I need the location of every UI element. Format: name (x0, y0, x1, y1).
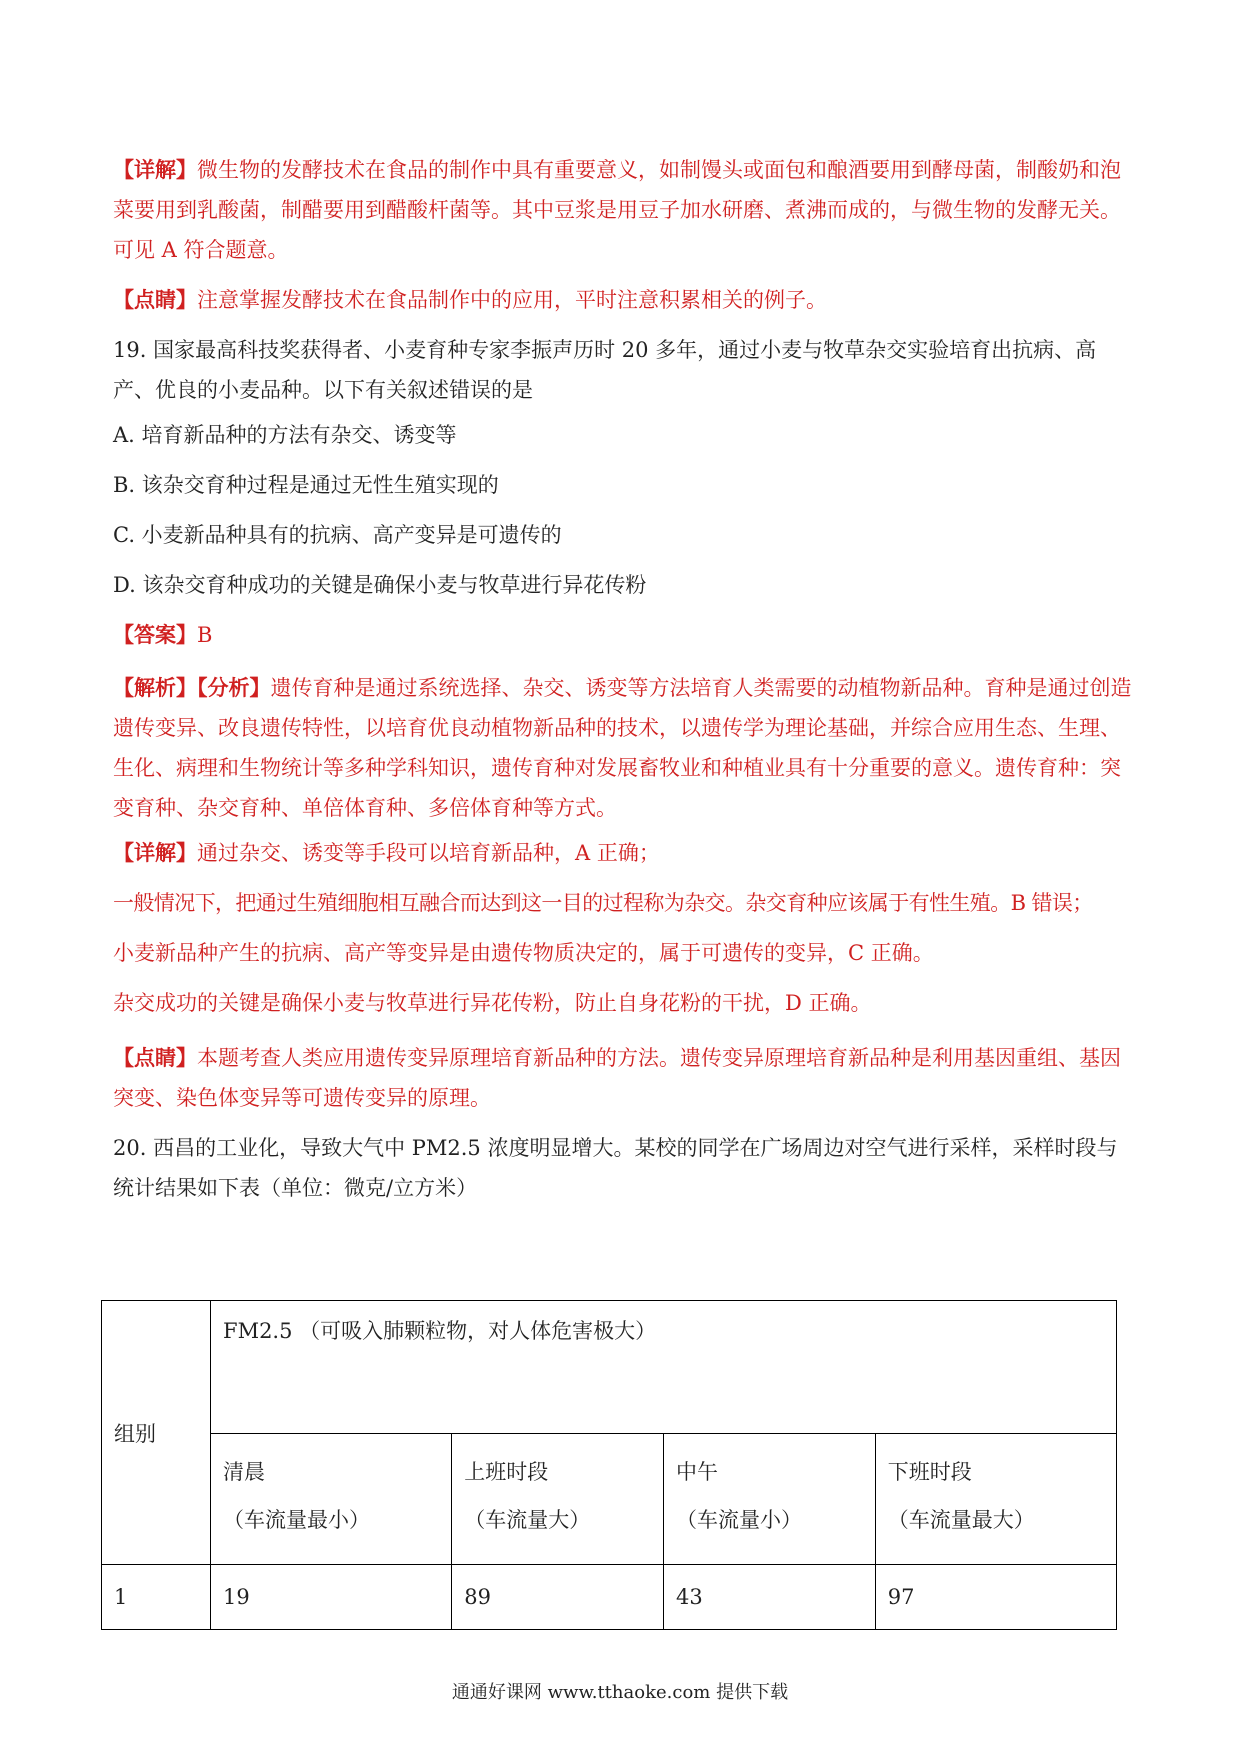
main-header: FM2.5 （可吸入肺颗粒物，对人体危害极大） (211, 1301, 1117, 1434)
analysis-text: 遗传育种是通过系统选择、杂交、诱变等方法培育人类需要的动植物新品种。育种是通过创造遗传变异、改良遗传特性，以培育优良动植物新品种的技术，以遗传学为理论基础，并综合应用生态、生理、生化、病理和生物统计等多种学科知识，遗传育种对发展畜牧业和种植业具有十分重要的意义。遗传育种：突变育种、杂交育种、单倍体育种、多倍体育种等方式。 (113, 676, 1132, 820)
column-note: （车流量小） (675, 1508, 802, 1532)
point-tag: 【点睛】 (113, 287, 197, 312)
value-cell: 89 (452, 1565, 664, 1630)
detail-tag: 【详解】 (113, 840, 197, 865)
q19-detail-line-1 (113, 838, 1133, 868)
value-cell: 43 (663, 1565, 875, 1630)
q20-stem: 20. 西昌的工业化，导致大气中 PM2.5 浓度明显增大。某校的同学在广场周边对空气进行采样，采样时段与统计结果如下表（单位：微克/立方米） (113, 1136, 1118, 1200)
detail-text: 微生物的发酵技术在食品的制作中具有重要意义，如制馒头或面包和酿酒要用到酵母菌，制酸奶和泡菜要用到乳酸菌，制醋要用到醋酸杆菌等。其中豆浆是用豆子加水研磨、煮沸而成的，与微生物的发酵无关。可见 A 符合题意。 (113, 158, 1121, 262)
detail-tag: 【详解】 (113, 157, 197, 182)
column-header (663, 1434, 875, 1565)
column-note: （车流量最小） (223, 1508, 370, 1532)
table-row (102, 1565, 1117, 1630)
q18-point (113, 280, 1133, 320)
q19-option-b: B. 该杂交育种过程是通过无性生殖实现的 (113, 473, 499, 497)
q19-detail-line-2: 一般情况下，把通过生殖细胞相互融合而达到这一目的过程称为杂交。杂交育种应该属于有性生殖。B 错误； (113, 891, 1093, 915)
detail-line: 通过杂交、诱变等手段可以培育新品种，A 正确； (197, 841, 660, 865)
value-cell: 19 (211, 1565, 452, 1630)
answer-tag: 【答案】 (113, 622, 197, 647)
q19-detail-line-3: 小麦新品种产生的抗病、高产等变异是由遗传物质决定的，属于可遗传的变异，C 正确。 (113, 941, 934, 965)
q19-option-a: A. 培育新品种的方法有杂交、诱变等 (113, 423, 457, 447)
analysis-tag: 【解析】【分析】 (113, 675, 271, 700)
content-area (113, 150, 1133, 1218)
column-name: 中午 (675, 1460, 718, 1484)
pm25-table (101, 1300, 1117, 1630)
column-note: （车流量大） (464, 1508, 591, 1532)
q19-answer (113, 620, 1133, 650)
q19-stem: 19. 国家最高科技奖获得者、小麦育种专家李振声历时 20 多年，通过小麦与牧草杂交实验培育出抗病、高产、优良的小麦品种。以下有关叙述错误的是 (113, 338, 1097, 402)
column-header (452, 1434, 664, 1565)
point-tag: 【点睛】 (113, 1045, 197, 1070)
group-header: 组别 (102, 1301, 211, 1565)
column-note: （车流量最大） (887, 1508, 1035, 1532)
point-text: 本题考查人类应用遗传变异原理培育新品种的方法。遗传变异原理培育新品种是利用基因重组、基因突变、染色体变异等可遗传变异的原理。 (113, 1046, 1121, 1110)
group-cell: 1 (102, 1565, 211, 1630)
q19-point (113, 1038, 1133, 1118)
answer-value: B (197, 623, 213, 647)
column-name: 上班时段 (464, 1460, 549, 1484)
q19-analysis (113, 668, 1133, 828)
q19-option-c: C. 小麦新品种具有的抗病、高产变异是可遗传的 (113, 523, 562, 547)
q19-option-d: D. 该杂交育种成功的关键是确保小麦与牧草进行异花传粉 (113, 573, 647, 597)
column-header (875, 1434, 1116, 1565)
column-name: 下班时段 (887, 1460, 972, 1484)
point-text: 注意掌握发酵技术在食品制作中的应用，平时注意积累相关的例子。 (197, 288, 827, 312)
q19-detail-line-4: 杂交成功的关键是确保小麦与牧草进行异花传粉，防止自身花粉的干扰，D 正确。 (113, 991, 872, 1015)
column-header (211, 1434, 452, 1565)
value-cell: 97 (875, 1565, 1116, 1630)
q18-detail (113, 150, 1133, 270)
page-footer: 通通好课网 www.tthaoke.com 提供下载 (451, 1682, 789, 1703)
column-name: 清晨 (223, 1460, 265, 1484)
